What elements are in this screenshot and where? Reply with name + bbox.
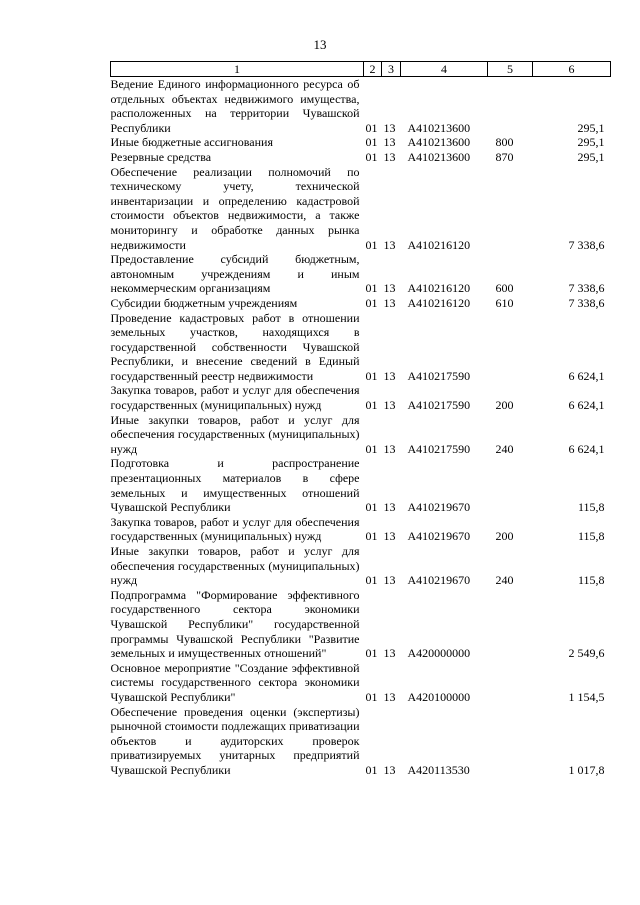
subsection-code: 13 xyxy=(383,368,396,383)
subsection-code: 13 xyxy=(383,573,396,588)
amount: 1 154,5 xyxy=(568,689,605,704)
expense-type-code: 870 xyxy=(495,149,514,164)
expense-type-code: 200 xyxy=(495,398,514,413)
table-row xyxy=(111,135,611,150)
item-name-text: Иные закупки товаров, работ и услуг для обеспечения государственных (муниципальных) нужд xyxy=(110,544,360,588)
section-code: 01 xyxy=(365,646,378,661)
section-code: 01 xyxy=(365,295,378,310)
item-name xyxy=(111,150,364,165)
amount: 295,1 xyxy=(577,120,605,135)
item-name xyxy=(111,456,364,514)
item-name xyxy=(111,383,364,412)
expense-type-code: 610 xyxy=(495,295,514,310)
table-body xyxy=(111,77,611,778)
item-name-text: Иные закупки товаров, работ и услуг для обеспечения государственных (муниципальных) нужд xyxy=(110,412,360,456)
item-name-text: Резервные средства xyxy=(110,149,212,164)
expense-type-code xyxy=(488,705,533,778)
amount: 7 338,6 xyxy=(568,281,605,296)
item-name-text: Иные бюджетные ассигнования xyxy=(110,135,273,150)
expense-type-code xyxy=(488,311,533,384)
amount: 6 624,1 xyxy=(568,398,605,413)
item-name xyxy=(111,515,364,544)
target-article-code: А410216120 xyxy=(407,237,471,252)
amount: 6 624,1 xyxy=(568,441,605,456)
section-code: 01 xyxy=(365,529,378,544)
target-article-code: А410213600 xyxy=(407,149,471,164)
table-row xyxy=(111,515,611,544)
table-row xyxy=(111,456,611,514)
table-row xyxy=(111,77,611,136)
target-article-code: А420100000 xyxy=(407,689,471,704)
table-row xyxy=(111,413,611,457)
amount: 115,8 xyxy=(577,573,605,588)
item-name xyxy=(111,252,364,296)
subsection-code: 13 xyxy=(383,762,396,777)
item-name xyxy=(111,296,364,311)
section-code: 01 xyxy=(365,398,378,413)
subsection-code: 13 xyxy=(383,441,396,456)
item-name-text: Обеспечение проведения оценки (экспертизы) рыночной стоимости подлежащих приватизации объектов и аудиторских проверок приватизируемых унитарных предприятий Чувашской Республики xyxy=(110,704,360,777)
expense-type-code xyxy=(488,77,533,136)
target-article-code: А410219670 xyxy=(407,529,471,544)
header-col-2: 2 xyxy=(364,62,382,77)
table-header xyxy=(111,62,611,77)
subsection-code: 13 xyxy=(383,281,396,296)
budget-table xyxy=(110,61,611,778)
section-code: 01 xyxy=(365,689,378,704)
target-article-code: А410213600 xyxy=(407,120,471,135)
expense-type-code xyxy=(488,661,533,705)
table-row xyxy=(111,705,611,778)
header-col-5: 5 xyxy=(488,62,533,77)
expense-type-code xyxy=(488,588,533,661)
amount: 6 624,1 xyxy=(568,368,605,383)
amount: 115,8 xyxy=(577,529,605,544)
header-col-3: 3 xyxy=(382,62,401,77)
item-name-text: Ведение Единого информационного ресурса об отдельных объектах недвижимого имущества, расположенных на территории Чувашской Республики xyxy=(110,77,360,135)
target-article-code: А410213600 xyxy=(407,135,471,150)
amount: 115,8 xyxy=(577,500,605,515)
item-name xyxy=(111,661,364,705)
table-row xyxy=(111,252,611,296)
table-row xyxy=(111,296,611,311)
expense-type-code: 200 xyxy=(495,529,514,544)
section-code: 01 xyxy=(365,762,378,777)
page-number: 13 xyxy=(313,37,327,52)
section-code: 01 xyxy=(365,237,378,252)
header-col-4: 4 xyxy=(401,62,488,77)
amount: 295,1 xyxy=(577,135,605,150)
subsection-code: 13 xyxy=(383,500,396,515)
target-article-code: А410217590 xyxy=(407,368,471,383)
subsection-code: 13 xyxy=(383,689,396,704)
subsection-code: 13 xyxy=(383,398,396,413)
target-article-code: А410216120 xyxy=(407,281,471,296)
section-code: 01 xyxy=(365,135,378,150)
expense-type-code: 600 xyxy=(495,281,514,296)
item-name-text: Закупка товаров, работ и услуг для обеспечения государственных (муниципальных) нужд xyxy=(110,514,360,544)
target-article-code: А410219670 xyxy=(407,573,471,588)
item-name-text: Закупка товаров, работ и услуг для обеспечения государственных (муниципальных) нужд xyxy=(110,383,360,413)
item-name-text: Подпрограмма "Формирование эффективного государственного сектора экономики Чувашской Республики" государственной программы Чувашской Республики "Развитие земельных и имущественных отношений" xyxy=(110,587,360,661)
item-name xyxy=(111,413,364,457)
target-article-code: А410216120 xyxy=(407,295,471,310)
target-article-code: А410219670 xyxy=(407,500,471,515)
table-row xyxy=(111,311,611,384)
item-name xyxy=(111,77,364,136)
amount: 7 338,6 xyxy=(568,295,605,310)
target-article-code: А410217590 xyxy=(407,398,471,413)
item-name-text: Основное мероприятие "Создание эффективной системы государственного сектора экономики Чувашской Республики" xyxy=(110,660,360,704)
table-row xyxy=(111,661,611,705)
expense-type-code: 240 xyxy=(495,441,514,456)
subsection-code: 13 xyxy=(383,135,396,150)
item-name xyxy=(111,135,364,150)
expense-type-code: 800 xyxy=(495,135,514,150)
table-row xyxy=(111,150,611,165)
table-row xyxy=(111,165,611,253)
amount: 1 017,8 xyxy=(568,762,605,777)
item-name-text: Субсидии бюджетным учреждениям xyxy=(110,295,298,310)
header-col-6: 6 xyxy=(533,62,611,77)
amount: 7 338,6 xyxy=(568,237,605,252)
subsection-code: 13 xyxy=(383,120,396,135)
expense-type-code xyxy=(488,456,533,514)
section-code: 01 xyxy=(365,120,378,135)
subsection-code: 13 xyxy=(383,237,396,252)
item-name-text: Проведение кадастровых работ в отношении земельных участков, находящихся в государственной собственности Чувашской Республики, и внесение сведений в Единый государственный реестр недвижимости xyxy=(110,310,360,383)
item-name-text: Предоставление субсидий бюджетным, автономным учреждениям и иным некоммерческим организациям xyxy=(110,252,360,296)
target-article-code: А420000000 xyxy=(407,646,471,661)
expense-type-code xyxy=(488,165,533,253)
amount: 2 549,6 xyxy=(568,646,605,661)
header-col-1: 1 xyxy=(111,62,364,77)
item-name-text: Обеспечение реализации полномочий по техническому учету, технической инвентаризации и определению кадастровой стоимости объектов недвижимости, а также мониторингу и обработке данных рынка недвижимости xyxy=(110,164,360,252)
item-name xyxy=(111,544,364,588)
section-code: 01 xyxy=(365,368,378,383)
section-code: 01 xyxy=(365,441,378,456)
table-row xyxy=(111,544,611,588)
table-row xyxy=(111,588,611,661)
subsection-code: 13 xyxy=(383,295,396,310)
section-code: 01 xyxy=(365,573,378,588)
item-name xyxy=(111,311,364,384)
subsection-code: 13 xyxy=(383,149,396,164)
section-code: 01 xyxy=(365,281,378,296)
table-row xyxy=(111,383,611,412)
item-name xyxy=(111,705,364,778)
section-code: 01 xyxy=(365,149,378,164)
subsection-code: 13 xyxy=(383,529,396,544)
item-name xyxy=(111,165,364,253)
item-name-text: Подготовка и распространение презентационных материалов в сфере земельных и имущественных отношений Чувашской Республики xyxy=(110,456,360,515)
amount: 295,1 xyxy=(577,149,605,164)
target-article-code: А410217590 xyxy=(407,441,471,456)
expense-type-code: 240 xyxy=(495,573,514,588)
subsection-code: 13 xyxy=(383,646,396,661)
item-name xyxy=(111,588,364,661)
target-article-code: А420113530 xyxy=(407,762,470,777)
section-code: 01 xyxy=(365,500,378,515)
